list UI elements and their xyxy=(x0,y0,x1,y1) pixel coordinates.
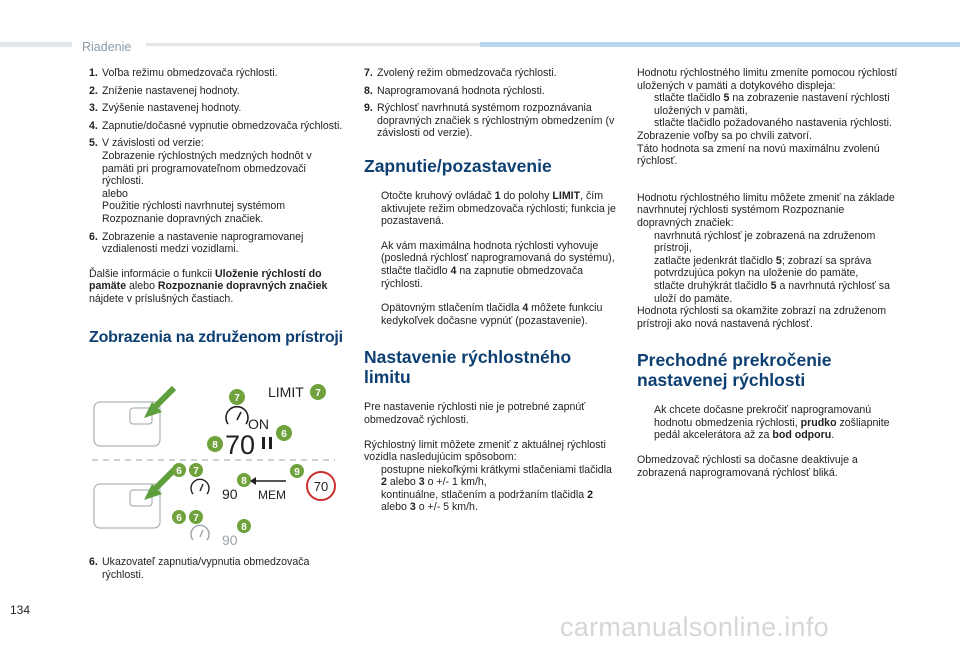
bullet-item xyxy=(364,489,619,514)
bullet-icon xyxy=(364,464,381,489)
item-number: 4. xyxy=(89,119,98,132)
bullet-item xyxy=(364,190,619,228)
badge-number: 7 xyxy=(234,393,240,404)
item-text: Ukazovateľ zapnutia/vypnutia obmedzovača rýchlosti. xyxy=(102,556,310,581)
arrow-left-head xyxy=(250,477,256,485)
more-info-text: alebo xyxy=(126,280,158,293)
text-bold: 5 xyxy=(723,92,730,105)
speed-90: 90 xyxy=(222,486,238,502)
badge-number: 9 xyxy=(294,467,300,478)
text-bold: 3 xyxy=(418,476,425,489)
text-run: stlačte tlačidlo xyxy=(654,92,724,105)
list-item xyxy=(89,120,345,133)
badge-number: 7 xyxy=(193,466,199,477)
item-number: 1. xyxy=(89,67,98,79)
text-run: postupne niekoľkými krátkymi stlačeniami tlačidla xyxy=(381,463,612,476)
pause-icon-bar xyxy=(269,437,272,449)
badge-number: 6 xyxy=(176,466,182,477)
text-run: o +/- 1 km/h, xyxy=(424,476,487,489)
bullet-icon xyxy=(637,404,654,442)
item-text: Zapnutie/dočasné vypnutie obmedzovača rýchlosti. xyxy=(102,119,343,132)
text-run: stlačte druhýkrát tlačidlo xyxy=(654,279,771,292)
mem-label: MEM xyxy=(258,488,286,502)
item-number: 8. xyxy=(364,84,373,97)
speed-value: 70 xyxy=(225,430,256,460)
bullet-icon xyxy=(364,302,381,327)
column-3 xyxy=(637,67,899,479)
column-1-bottom xyxy=(89,556,345,586)
speed-limiter-gauge-icon xyxy=(191,479,209,494)
page-number: 134 xyxy=(10,603,31,617)
header-bar-left xyxy=(0,42,72,47)
item-text: Voľba režimu obmedzovača rýchlosti. xyxy=(102,67,278,79)
bullet-text xyxy=(381,302,619,327)
bullet-text: navrhnutá rýchlosť je zobrazená na združenom prístroji, xyxy=(654,229,876,255)
item-text: Zobrazenie a nastavenie naprogramovanej vzdialenosti medzi vozidlami. xyxy=(102,230,304,256)
list-item xyxy=(89,556,345,581)
text-bold: 4 xyxy=(450,264,457,277)
header-bar-line xyxy=(146,43,480,46)
on-label: ON xyxy=(248,416,269,432)
gauge-needle xyxy=(200,484,203,491)
bullet-item xyxy=(637,117,899,130)
pause-icon-bar xyxy=(262,437,265,449)
bullet-icon xyxy=(364,240,381,290)
text-run: alebo xyxy=(381,501,410,514)
text-bold: prudko xyxy=(800,416,837,429)
bullet-icon xyxy=(637,117,654,130)
item-text: V závislosti od verzie: Zobrazenie rýchlostných medzných hodnôt v pamäti pri programovateľnom obmedzovači rýchlosti. alebo Použitie rýchlosti navrhnutej systémom Rozpoznanie dopravných značiek. xyxy=(102,137,312,225)
bullet-text xyxy=(654,255,899,280)
memory-outro-1: Zobrazenie voľby sa po chvíli zatvorí. xyxy=(637,129,813,142)
text-bold: 5 xyxy=(770,279,777,292)
bullet-text xyxy=(654,404,899,442)
list-item xyxy=(364,67,619,80)
text-run: na zapnutie obmedzovača rýchlosti. xyxy=(381,264,584,290)
more-info-link-memory: Uloženie rýchlostí do pamäte xyxy=(89,267,322,293)
text-bold: LIMIT xyxy=(552,189,581,202)
bullet-item xyxy=(637,404,899,442)
text-run: môžete funkciu kedykoľvek dočasne vypnúť (pozastavenie). xyxy=(381,302,603,327)
text-bold: 3 xyxy=(409,501,416,514)
text-run: zatlačte jedenkrát tlačidlo xyxy=(654,254,776,267)
list-item xyxy=(89,231,345,256)
exceed-section-title: Prechodné prekročenie nastavenej rýchlosti xyxy=(637,350,832,391)
text-run: ; zobrazí sa správa potvrdzujúca pokyn na uloženie do pamäte, xyxy=(654,254,872,280)
text-run: Ak chcete dočasne prekročiť naprogramovanú hodnotu obmedzenia rýchlosti, xyxy=(654,404,872,429)
more-info-link-signs: Rozpoznanie dopravných značiek xyxy=(157,280,328,293)
bullet-text xyxy=(381,464,619,489)
badge-number: 8 xyxy=(241,522,247,533)
list-item xyxy=(89,67,345,80)
bullet-text xyxy=(654,92,899,117)
section-title: Riadenie xyxy=(82,40,132,54)
text-bold: bod odporu xyxy=(772,429,832,442)
item-number: 6. xyxy=(89,556,98,568)
bullet-icon xyxy=(637,92,654,117)
bullet-item xyxy=(364,464,619,489)
header-bar-right xyxy=(480,42,960,47)
text-run: o +/- 5 km/h. xyxy=(415,501,478,514)
limit-label: LIMIT xyxy=(268,384,304,400)
exceed-paragraph: Obmedzovač rýchlosti sa dočasne deaktivuje a zobrazená naprogramovaná rýchlosť bliká. xyxy=(637,454,858,479)
list-item xyxy=(89,102,345,115)
item-text: Rýchlosť navrhnutá systémom rozpoznávania dopravných značiek s rýchlostným obmedzením (v závislosti od verzie). xyxy=(377,102,615,140)
column-1 xyxy=(89,67,345,362)
more-info-text: nájdete v príslušných častiach. xyxy=(89,292,234,305)
item-text: Zníženie nastavenej hodnoty. xyxy=(102,84,240,97)
bullet-text xyxy=(381,240,619,290)
text-bold: 2 xyxy=(381,476,387,489)
text-run: na zobrazenie nastavení rýchlosti uložených v pamäti, xyxy=(654,92,890,117)
bullet-icon xyxy=(637,230,654,255)
text-run: a navrhnutá rýchlosť sa uloží do pamäte. xyxy=(654,279,891,305)
bullet-text xyxy=(654,280,899,305)
list-item xyxy=(364,85,619,98)
list-item xyxy=(89,85,345,98)
limit-paragraph-2: Rýchlostný limit môžete zmeniť z aktuálnej rýchlosti vozidla nasledujúcim spôsobom: xyxy=(364,438,606,464)
text-bold: 5 xyxy=(775,254,782,267)
watermark: carmanualsonline.info xyxy=(560,612,829,642)
text-run: . xyxy=(831,429,835,442)
speed-limiter-gauge-icon xyxy=(226,407,248,424)
sign-outro: Hodnota rýchlosti sa okamžite zobrazí na združenom prístroji ako nová nastavená rýchlosť. xyxy=(637,305,887,330)
item-number: 6. xyxy=(89,230,98,243)
speed-limiter-gauge-icon-dim xyxy=(191,525,209,540)
on-off-section-title: Zapnutie/pozastavenie xyxy=(364,155,552,176)
badge-number: 7 xyxy=(315,388,321,399)
column-2 xyxy=(364,67,619,514)
text-run: Opätovným stlačením tlačidla xyxy=(381,302,523,315)
gauge-needle-dim xyxy=(200,530,203,537)
item-number: 5. xyxy=(89,137,98,150)
text-run: do polohy xyxy=(500,189,553,202)
text-run: alebo xyxy=(386,476,419,489)
bullet-text xyxy=(381,190,619,228)
limit-paragraph-1: Pre nastavenie rýchlosti nie je potrebné zapnúť obmedzovač rýchlosti. xyxy=(364,401,586,426)
instrument-cluster-figure xyxy=(90,380,340,550)
text-bold: 4 xyxy=(522,302,529,315)
text-run: Ak vám maximálna hodnota rýchlosti vyhovuje (posledná rýchlosť naprogramovaná do systému), stlačte tlačidlo xyxy=(381,239,615,277)
bullet-item xyxy=(637,230,899,255)
sign-value: 70 xyxy=(313,479,329,494)
item-text: Zvolený režim obmedzovača rýchlosti. xyxy=(377,67,557,79)
text-run: , čím aktivujete režim obmedzovača rýchlosti; funkcia je pozastavená. xyxy=(381,189,616,228)
list-item xyxy=(89,137,345,225)
text-run: Otočte kruhový ovládač xyxy=(381,189,495,202)
list-item xyxy=(364,102,619,140)
bullet-text xyxy=(381,489,619,514)
display-section-title: Zobrazenia na združenom prístroji xyxy=(89,328,343,346)
bullet-icon xyxy=(637,255,654,280)
badge-number: 6 xyxy=(281,429,287,440)
bullet-icon xyxy=(364,190,381,228)
bullet-icon xyxy=(637,280,654,305)
item-text: Zvýšenie nastavenej hodnoty. xyxy=(102,102,242,115)
memory-intro: Hodnotu rýchlostného limitu zmeníte pomocou rýchlostí uložených v pamäti a dotykového displeja: xyxy=(637,67,898,92)
text-run: zošliapnite pedál akcelerátora až za xyxy=(654,416,890,442)
bullet-text: stlačte tlačidlo požadovaného nastavenia rýchlosti. xyxy=(654,117,892,130)
text-bold: 1 xyxy=(494,189,501,202)
bullet-item xyxy=(637,280,899,305)
text-bold: 2 xyxy=(587,488,594,501)
bullet-item xyxy=(364,302,619,327)
item-number: 3. xyxy=(89,102,98,115)
text-run: kontinuálne, stlačením a podržaním tlačidla xyxy=(381,488,588,501)
speed-90-dim: 90 xyxy=(222,532,238,548)
badge-number: 8 xyxy=(241,476,247,487)
more-info-paragraph xyxy=(89,268,345,306)
sign-intro: Hodnotu rýchlostného limitu môžete zmeniť na základe navrhnutej rýchlosti systémom Rozpoznanie dopravných značiek: xyxy=(637,191,895,229)
bullet-icon xyxy=(364,489,381,514)
badge-number: 6 xyxy=(176,513,182,524)
memory-outro-2: Táto hodnota sa zmení na novú maximálnu zvolenú rýchlosť. xyxy=(637,142,880,168)
limit-section-title: Nastavenie rýchlostného limitu xyxy=(364,347,572,388)
bullet-item xyxy=(637,255,899,280)
item-number: 2. xyxy=(89,84,98,97)
bullet-item xyxy=(364,240,619,290)
gauge-needle xyxy=(237,412,241,420)
more-info-text: Ďalšie informácie o funkcii xyxy=(89,267,215,280)
bullet-item xyxy=(637,92,899,117)
item-number: 7. xyxy=(364,67,373,79)
badge-number: 7 xyxy=(193,513,199,524)
badge-number: 8 xyxy=(212,440,218,451)
item-text: Naprogramovaná hodnota rýchlosti. xyxy=(377,84,545,97)
item-number: 9. xyxy=(364,102,373,115)
